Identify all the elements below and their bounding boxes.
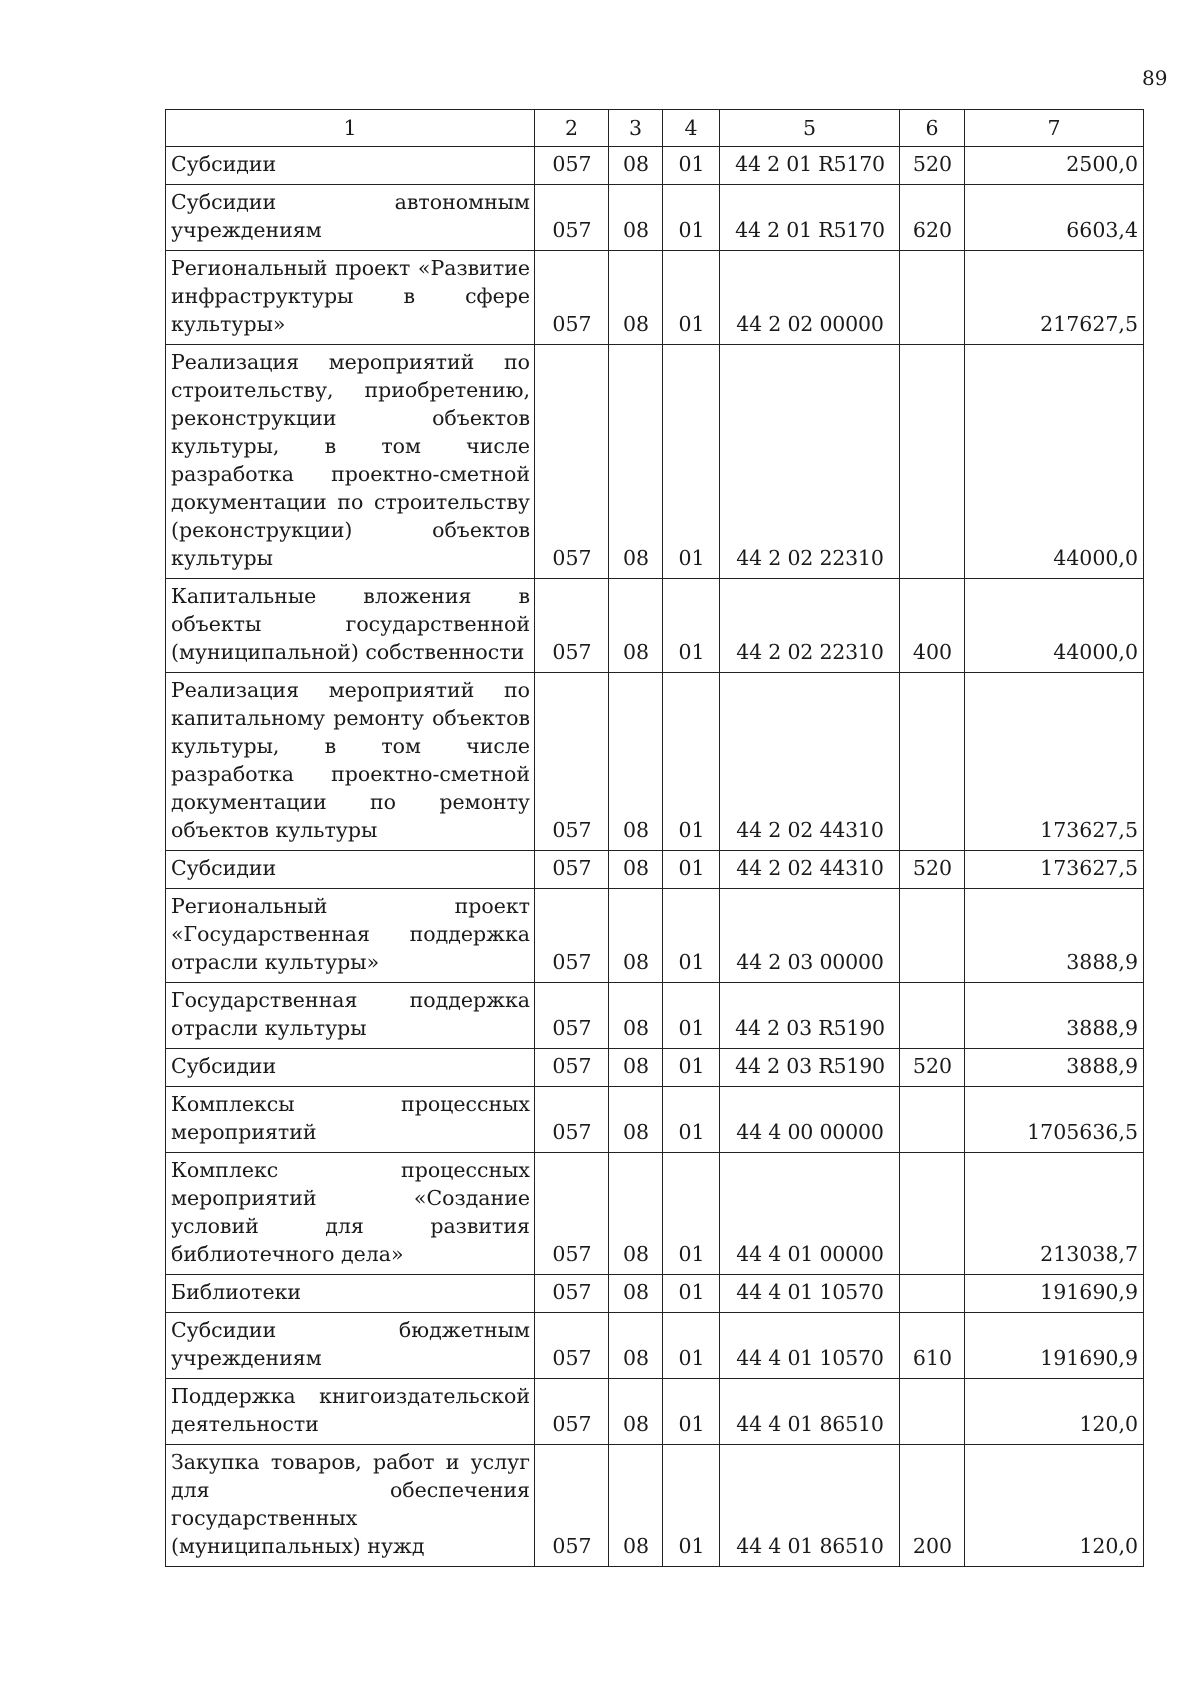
- item-name-cell: Региональный проект «Государственная поддержка отрасли культуры»: [166, 889, 535, 983]
- section-cell: 08: [609, 673, 663, 851]
- expense-type-cell: [900, 345, 965, 579]
- table-row: [166, 983, 1144, 1049]
- section-cell: 08: [609, 1087, 663, 1153]
- amount-cell: 173627,5: [965, 673, 1144, 851]
- ministry-code-cell: 057: [535, 579, 609, 673]
- item-name-cell: Региональный проект «Развитие инфраструктуры в сфере культуры»: [166, 251, 535, 345]
- section-cell: 08: [609, 1445, 663, 1567]
- expense-type-cell: [900, 251, 965, 345]
- ministry-code-cell: 057: [535, 851, 609, 889]
- subsection-cell: 01: [663, 851, 720, 889]
- section-cell: 08: [609, 1049, 663, 1087]
- subsection-cell: 01: [663, 579, 720, 673]
- item-name-cell: Библиотеки: [166, 1275, 535, 1313]
- section-cell: 08: [609, 185, 663, 251]
- target-article-cell: 44 2 02 44310: [720, 673, 900, 851]
- table-row: [166, 147, 1144, 185]
- section-cell: 08: [609, 889, 663, 983]
- target-article-cell: 44 2 01 R5170: [720, 185, 900, 251]
- subsection-cell: 01: [663, 1087, 720, 1153]
- section-cell: 08: [609, 851, 663, 889]
- ministry-code-cell: 057: [535, 673, 609, 851]
- subsection-cell: 01: [663, 1379, 720, 1445]
- amount-cell: 191690,9: [965, 1313, 1144, 1379]
- table-row: [166, 851, 1144, 889]
- item-name-cell: Реализация мероприятий по строительству, приобретению, реконструкции объектов культуры, в том числе разработка проектно-сметной документации по строительству (реконструкции) объектов культуры: [166, 345, 535, 579]
- expense-type-cell: 610: [900, 1313, 965, 1379]
- amount-cell: 3888,9: [965, 983, 1144, 1049]
- expense-type-cell: 520: [900, 851, 965, 889]
- amount-cell: 217627,5: [965, 251, 1144, 345]
- ministry-code-cell: 057: [535, 1153, 609, 1275]
- amount-cell: 191690,9: [965, 1275, 1144, 1313]
- table-row: [166, 1049, 1144, 1087]
- item-name-cell: Субсидии бюджетным учреждениям: [166, 1313, 535, 1379]
- item-name-cell: Капитальные вложения в объекты государственной (муниципальной) собственности: [166, 579, 535, 673]
- item-name-cell: Субсидии: [166, 851, 535, 889]
- subsection-cell: 01: [663, 983, 720, 1049]
- section-cell: 08: [609, 1153, 663, 1275]
- subsection-cell: 01: [663, 1153, 720, 1275]
- header-cell-2: 2: [535, 110, 609, 147]
- target-article-cell: 44 2 03 R5190: [720, 983, 900, 1049]
- amount-cell: 2500,0: [965, 147, 1144, 185]
- table-row: [166, 579, 1144, 673]
- item-name-cell: Субсидии автономным учреждениям: [166, 185, 535, 251]
- target-article-cell: 44 4 01 00000: [720, 1153, 900, 1275]
- subsection-cell: 01: [663, 889, 720, 983]
- expense-type-cell: [900, 673, 965, 851]
- target-article-cell: 44 2 03 00000: [720, 889, 900, 983]
- item-name-cell: Субсидии: [166, 1049, 535, 1087]
- section-cell: 08: [609, 579, 663, 673]
- expense-type-cell: [900, 1087, 965, 1153]
- ministry-code-cell: 057: [535, 251, 609, 345]
- target-article-cell: 44 2 03 R5190: [720, 1049, 900, 1087]
- header-cell-3: 3: [609, 110, 663, 147]
- amount-cell: 6603,4: [965, 185, 1144, 251]
- item-name-cell: Поддержка книгоиздательской деятельности: [166, 1379, 535, 1445]
- ministry-code-cell: 057: [535, 1275, 609, 1313]
- expense-type-cell: 520: [900, 1049, 965, 1087]
- table-row: [166, 1087, 1144, 1153]
- amount-cell: 1705636,5: [965, 1087, 1144, 1153]
- section-cell: 08: [609, 1275, 663, 1313]
- ministry-code-cell: 057: [535, 889, 609, 983]
- section-cell: 08: [609, 345, 663, 579]
- target-article-cell: 44 4 01 86510: [720, 1445, 900, 1567]
- ministry-code-cell: 057: [535, 1313, 609, 1379]
- ministry-code-cell: 057: [535, 147, 609, 185]
- expense-type-cell: 400: [900, 579, 965, 673]
- subsection-cell: 01: [663, 345, 720, 579]
- subsection-cell: 01: [663, 673, 720, 851]
- subsection-cell: 01: [663, 185, 720, 251]
- section-cell: 08: [609, 1313, 663, 1379]
- ministry-code-cell: 057: [535, 1445, 609, 1567]
- target-article-cell: 44 4 01 10570: [720, 1275, 900, 1313]
- subsection-cell: 01: [663, 147, 720, 185]
- item-name-cell: Государственная поддержка отрасли культуры: [166, 983, 535, 1049]
- item-name-cell: Комплексы процессных мероприятий: [166, 1087, 535, 1153]
- table-row: [166, 251, 1144, 345]
- ministry-code-cell: 057: [535, 345, 609, 579]
- table-row: [166, 889, 1144, 983]
- table-row: [166, 1379, 1144, 1445]
- ministry-code-cell: 057: [535, 1049, 609, 1087]
- subsection-cell: 01: [663, 251, 720, 345]
- target-article-cell: 44 4 00 00000: [720, 1087, 900, 1153]
- expense-type-cell: 200: [900, 1445, 965, 1567]
- target-article-cell: 44 4 01 10570: [720, 1313, 900, 1379]
- section-cell: 08: [609, 1379, 663, 1445]
- subsection-cell: 01: [663, 1313, 720, 1379]
- header-cell-6: 6: [900, 110, 965, 147]
- table-row: [166, 1275, 1144, 1313]
- target-article-cell: 44 4 01 86510: [720, 1379, 900, 1445]
- target-article-cell: 44 2 02 22310: [720, 345, 900, 579]
- item-name-cell: Субсидии: [166, 147, 535, 185]
- amount-cell: 173627,5: [965, 851, 1144, 889]
- amount-cell: 120,0: [965, 1379, 1144, 1445]
- header-cell-7: 7: [965, 110, 1144, 147]
- ministry-code-cell: 057: [535, 185, 609, 251]
- amount-cell: 213038,7: [965, 1153, 1144, 1275]
- amount-cell: 120,0: [965, 1445, 1144, 1567]
- subsection-cell: 01: [663, 1275, 720, 1313]
- ministry-code-cell: 057: [535, 1379, 609, 1445]
- amount-cell: 44000,0: [965, 579, 1144, 673]
- amount-cell: 3888,9: [965, 889, 1144, 983]
- table-header-row: [166, 110, 1144, 147]
- expense-type-cell: [900, 983, 965, 1049]
- table-row: [166, 1445, 1144, 1567]
- section-cell: 08: [609, 147, 663, 185]
- amount-cell: 44000,0: [965, 345, 1144, 579]
- section-cell: 08: [609, 251, 663, 345]
- section-cell: 08: [609, 983, 663, 1049]
- target-article-cell: 44 2 02 44310: [720, 851, 900, 889]
- table-body: [166, 110, 1144, 1567]
- budget-table: [165, 109, 1144, 1567]
- expense-type-cell: [900, 889, 965, 983]
- page-number: 89: [1142, 66, 1168, 90]
- table-row: [166, 673, 1144, 851]
- table-row: [166, 345, 1144, 579]
- target-article-cell: 44 2 02 00000: [720, 251, 900, 345]
- amount-cell: 3888,9: [965, 1049, 1144, 1087]
- table-row: [166, 1153, 1144, 1275]
- item-name-cell: Реализация мероприятий по капитальному ремонту объектов культуры, в том числе разработка проектно-сметной документации по ремонту объектов культуры: [166, 673, 535, 851]
- header-cell-5: 5: [720, 110, 900, 147]
- header-cell-1: 1: [166, 110, 535, 147]
- ministry-code-cell: 057: [535, 983, 609, 1049]
- subsection-cell: 01: [663, 1445, 720, 1567]
- item-name-cell: Закупка товаров, работ и услуг для обеспечения государственных (муниципальных) нужд: [166, 1445, 535, 1567]
- item-name-cell: Комплекс процессных мероприятий «Создание условий для развития библиотечного дела»: [166, 1153, 535, 1275]
- subsection-cell: 01: [663, 1049, 720, 1087]
- target-article-cell: 44 2 02 22310: [720, 579, 900, 673]
- expense-type-cell: [900, 1379, 965, 1445]
- expense-type-cell: [900, 1275, 965, 1313]
- expense-type-cell: 520: [900, 147, 965, 185]
- table-row: [166, 1313, 1144, 1379]
- table-row: [166, 185, 1144, 251]
- target-article-cell: 44 2 01 R5170: [720, 147, 900, 185]
- expense-type-cell: [900, 1153, 965, 1275]
- ministry-code-cell: 057: [535, 1087, 609, 1153]
- expense-type-cell: 620: [900, 185, 965, 251]
- header-cell-4: 4: [663, 110, 720, 147]
